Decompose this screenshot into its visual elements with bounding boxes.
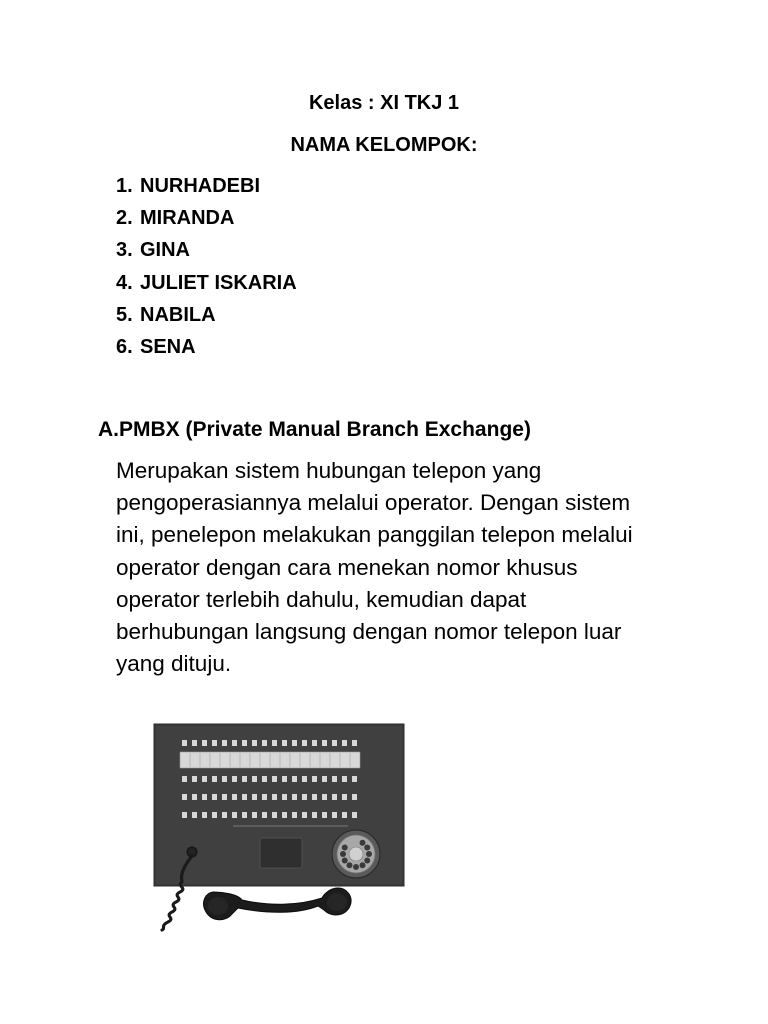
switch-key [182,812,187,818]
switch-key [232,740,237,746]
list-item [116,170,297,202]
switch-key [342,740,347,746]
switch-key [312,740,317,746]
switch-key [222,776,227,782]
dial-hole [366,851,372,857]
dial-hole [340,851,346,857]
member-name: JULIET ISKARIA [140,271,297,294]
switch-key [222,812,227,818]
switch-key [332,776,337,782]
switch-key [292,776,297,782]
switch-key [342,794,347,800]
switch-key [252,740,257,746]
switch-key [352,776,357,782]
list-number: 2. [116,207,133,230]
switch-key [322,812,327,818]
list-item [116,331,297,363]
paragraph-line: berhubungan langsung dengan nomor telepon luar [116,619,622,645]
dial-hole [360,862,366,868]
dial-hole [360,840,366,846]
group-title: NAMA KELOMPOK: [290,134,478,156]
list-item [116,299,297,331]
paragraph-line: ini, penelepon melakukan panggilan telepon melalui [116,522,633,548]
member-name: SENA [140,335,196,358]
switch-key [192,794,197,800]
dial-hole [353,864,359,870]
list-item [116,234,297,266]
switch-key [282,794,287,800]
switch-key [302,740,307,746]
member-name: MIRANDA [140,207,235,230]
switch-key [332,812,337,818]
switch-key [232,812,237,818]
switch-key [292,812,297,818]
switch-key [202,740,207,746]
list-number: 6. [116,335,133,358]
switch-key [302,812,307,818]
switch-key [352,794,357,800]
switch-key [312,794,317,800]
switch-key [222,794,227,800]
switch-key [282,776,287,782]
switch-key [282,812,287,818]
list-number: 3. [116,239,133,262]
pmbx-switchboard-icon [118,716,418,936]
section-paragraph [116,455,686,680]
switch-key [232,776,237,782]
switch-key [212,740,217,746]
switch-key [182,740,187,746]
switch-key [232,794,237,800]
paragraph-line: operator terlebih dahulu, kemudian dapat [116,586,527,612]
dial-hole [347,862,353,868]
switch-key [242,794,247,800]
switch-key [202,776,207,782]
switch-key [212,794,217,800]
switch-key [332,740,337,746]
list-item [116,202,297,234]
switch-key [292,740,297,746]
list-number: 5. [116,303,133,326]
member-name: NABILA [140,303,216,326]
switch-key [262,776,267,782]
switch-key [252,794,257,800]
dial-hole [342,845,348,851]
switch-key [252,812,257,818]
switch-key [192,740,197,746]
pmbx-switchboard-figure [118,716,418,936]
switch-key [322,740,327,746]
paragraph-line: pengoperasiannya melalui operator. Dengan sistem [116,490,631,516]
switch-key [182,794,187,800]
switch-key [272,776,277,782]
switch-key [282,740,287,746]
switch-key [202,794,207,800]
class-line: Kelas : XI TKJ 1 [308,92,460,114]
switch-key [272,740,277,746]
switch-key [302,776,307,782]
switch-key [192,812,197,818]
section-heading: A.PMBX (Private Manual Branch Exchange) [98,418,531,441]
switch-key [262,740,267,746]
list-number: 4. [116,271,133,294]
switch-key [342,812,347,818]
switch-key [222,740,227,746]
dial-hole [342,858,348,864]
switch-key [322,794,327,800]
switch-key [252,776,257,782]
switch-key [242,740,247,746]
switch-key [242,776,247,782]
switch-key [272,794,277,800]
switch-key [242,812,247,818]
switch-key [342,776,347,782]
switch-key [192,776,197,782]
switch-key [212,812,217,818]
switch-key [272,812,277,818]
switch-key [262,812,267,818]
switch-key [352,812,357,818]
switch-key [312,812,317,818]
dial-hole [364,858,370,864]
paragraph-line: Merupakan sistem hubungan telepon yang [116,458,542,483]
switch-key [212,776,217,782]
list-item [116,267,297,299]
paragraph-line: yang dituju. [116,651,232,677]
member-name: NURHADEBI [140,175,260,197]
member-list [116,170,297,363]
switch-key [322,776,327,782]
switch-key [292,794,297,800]
paragraph-line: operator dengan cara menekan nomor khusus [116,554,578,580]
member-name: GINA [140,239,190,262]
switch-key [262,794,267,800]
switch-key [352,740,357,746]
switch-key [302,794,307,800]
list-number: 1. [116,175,133,197]
switch-key [332,794,337,800]
dial-hole [364,845,370,851]
switch-key [202,812,207,818]
switch-key [182,776,187,782]
switch-key [312,776,317,782]
